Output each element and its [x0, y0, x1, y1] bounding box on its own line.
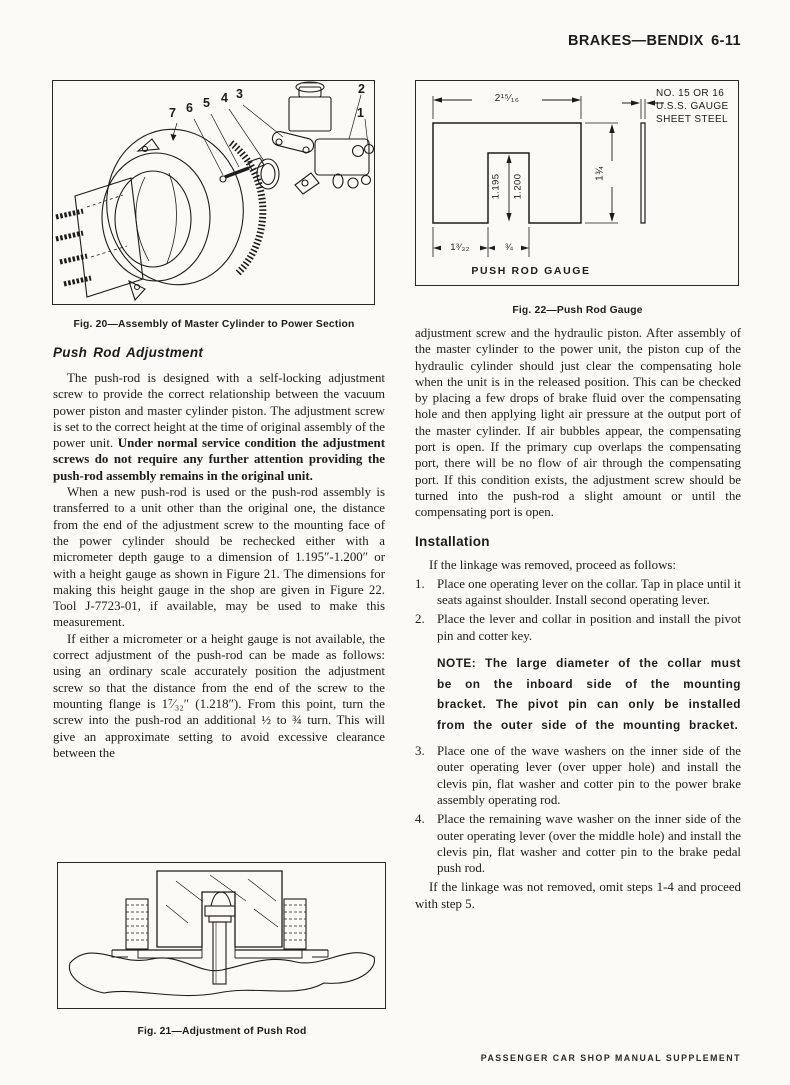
fig20-callout-1: 1 [357, 106, 364, 120]
fig22-caption: Fig. 22—Push Rod Gauge [512, 305, 643, 316]
installation-step-3 [415, 743, 741, 808]
step-3-number: 3. [415, 744, 425, 759]
fig20-callout-2: 2 [358, 82, 365, 96]
step-2-number: 2. [415, 612, 425, 627]
push-rod-paragraph-3: If either a micrometer or a height gauge is not available, the correct adjustment of the push-rod can be made as follows: using an ordinary scale accurately position the adjustment screw so that the distance from the end of the screw to the mounting flange is 1⁷⁄₃₂″ (1.218″). From this point, turn the screw into the push-rod an additional ½ to ¾ turn. This will give an approximate setting to avoid excessive clearance between the [53, 631, 385, 760]
fig22-figure [415, 80, 739, 286]
installation-closing: If the linkage was not removed, omit steps 1-4 and proceed with step 5. [415, 880, 741, 911]
fig22-dim-leg-width: 1³⁄₃₂ [450, 242, 470, 253]
installation-step-1 [415, 576, 741, 609]
fig20-exploded-view-illustration [53, 81, 374, 304]
step-1-text: Place one operating lever on the collar. Tap in place until it seats against shoulder. Install second operating lever. [437, 576, 741, 608]
fig22-dim-slot-depth-max: 1.200 [512, 173, 524, 200]
fig22-dim-slot-width: ¾ [504, 242, 514, 253]
fig20-figure [52, 80, 375, 305]
step-3-text: Place one of the wave washers on the inner side of the outer operating lever (over upper hole) and install the clevis pin, flat washer and cotter pin to the power brake assembly operating rod. [437, 744, 741, 807]
fig22-dim-width-total: 2¹⁵⁄₁₆ [494, 93, 520, 104]
fig22-plate-label: PUSH ROD GAUGE [471, 265, 591, 277]
fig22-dim-height-total: 1¾ [594, 166, 606, 181]
page-header: BRAKES—BENDIX 6-11 [568, 33, 741, 49]
page-footer: PASSENGER CAR SHOP MANUAL SUPPLEMENT [480, 1053, 741, 1063]
step-4-text: Place the remaining wave washer on the inner side of the outer operating lever (over the middle hole) and install the clevis pin, flat washer and cotter pin to the brake pedal push rod. [437, 812, 741, 876]
fig21-figure [57, 862, 386, 1009]
step-2-text: Place the lever and collar in position and install the pivot pin and cotter key. [437, 612, 741, 643]
fig20-callout-7: 7 [169, 106, 176, 120]
installation-step-4 [415, 811, 741, 876]
installation-step-2 [415, 611, 741, 644]
section-heading-push-rod-adjustment: Push Rod Adjustment [53, 345, 204, 360]
fig22-material-note-line3: SHEET STEEL [656, 114, 729, 125]
fig20-callout-4: 4 [221, 91, 228, 105]
step-4-number: 4. [415, 812, 425, 827]
installation-note: NOTE: The large diameter of the collar must be on the inboard side of the mounting bracket. The pivot pin can only be installed from the outer side of the mounting bracket. [437, 656, 741, 732]
push-rod-paragraph-2: When a new push-rod is used or the push-rod assembly is transferred to a unit other than the original one, the distance from the end of the adjustment screw to the mounting face of the power cylinder should be rechecked either with a micrometer depth gauge to a dimension of 1.195″-1.200″ or with a height gauge as shown in Figure 21. The dimensions for making this height gauge in the shop are given in Figure 22. Tool J-7723-01, if available, may be used to make this measurement. [53, 485, 385, 630]
push-rod-paragraph-1-normal: The push-rod is designed with a self-locking adjustment screw to provide the correct relationship between the vacuum power piston and master cylinder piston. The adjustment screw is set to the correct height at the time of original assembly of the power unit. [53, 371, 385, 451]
left-text-column [53, 345, 385, 761]
fig20-caption: Fig. 20—Assembly of Master Cylinder to Power Section [73, 319, 355, 330]
push-rod-paragraph-1 [53, 370, 385, 484]
push-rod-paragraph-1-bold: Under normal service condition the adjustment screws do not require any further attention providing the push-rod assembly remains in the original unit. [53, 436, 385, 483]
fig22-material-note-line1: NO. 15 OR 16 [656, 88, 725, 99]
fig20-callout-6: 6 [186, 101, 193, 115]
fig22-dim-slot-depth-min: 1.195 [490, 173, 502, 200]
section-heading-installation: Installation [415, 533, 490, 549]
step-1-number: 1. [415, 576, 425, 591]
compensating-port-paragraph: adjustment screw and the hydraulic piston. After assembly of the master cylinder to the power unit, the piston cup of the hydraulic cylinder should just clear the compensating hole when the unit is in the released position. This can be checked by placing a few drops of brake fluid over the compensating hole and then applying light air pressure at the output port of the master cylinder. If air bubbles appear, the compensating port is open. If the primary cup overlaps the compensating port, there will be no flow of air through the compensating port. If this condition exists, the adjustment screw should be turned into the push-rod a slight amount or until the compensating port is open. [415, 326, 741, 520]
fig22-material-note-line2: U.S.S. GAUGE [656, 101, 729, 112]
fig20-callout-5: 5 [203, 96, 210, 110]
fig21-caption: Fig. 21—Adjustment of Push Rod [137, 1026, 307, 1037]
installation-intro: If the linkage was removed, proceed as follows: [429, 557, 676, 572]
right-text-column [415, 325, 741, 912]
fig21-push-rod-adjustment-illustration [58, 863, 385, 1008]
fig20-callout-3: 3 [236, 87, 243, 101]
